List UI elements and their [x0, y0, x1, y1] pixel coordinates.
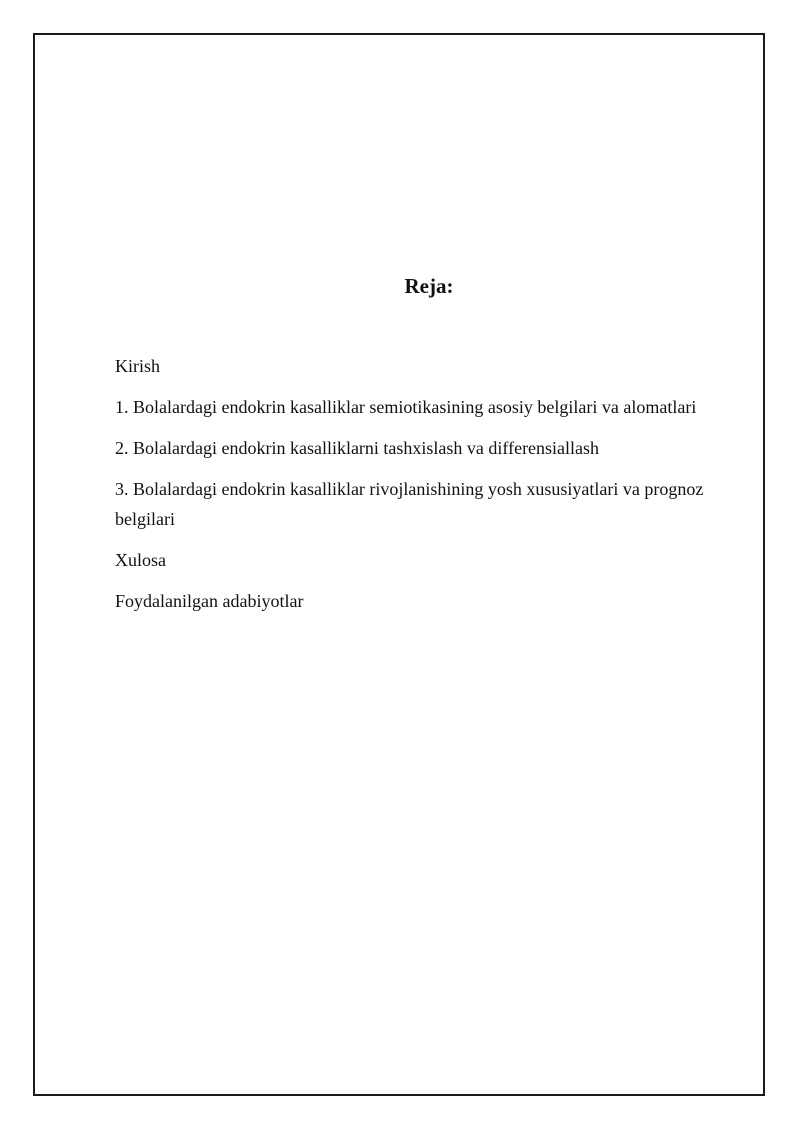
table-of-contents [115, 351, 735, 627]
toc-item-references: Foydalanilgan adabiyotlar [115, 591, 304, 611]
toc-item-chapter-2: 2. Bolalardagi endokrin kasalliklarni tashxislash va differensiallash [115, 438, 600, 458]
toc-item-conclusion: Xulosa [115, 550, 166, 570]
toc-item-chapter-3: 3. Bolalardagi endokrin kasalliklar rivojlanishining yosh xususiyatlari va prognoz belgilari [115, 479, 704, 529]
toc-item-introduction: Kirish [115, 356, 160, 376]
page-title: Reja: [404, 274, 454, 298]
toc-item-chapter-1: 1. Bolalardagi endokrin kasalliklar semiotikasining asosiy belgilari va alomatlari [115, 397, 697, 417]
